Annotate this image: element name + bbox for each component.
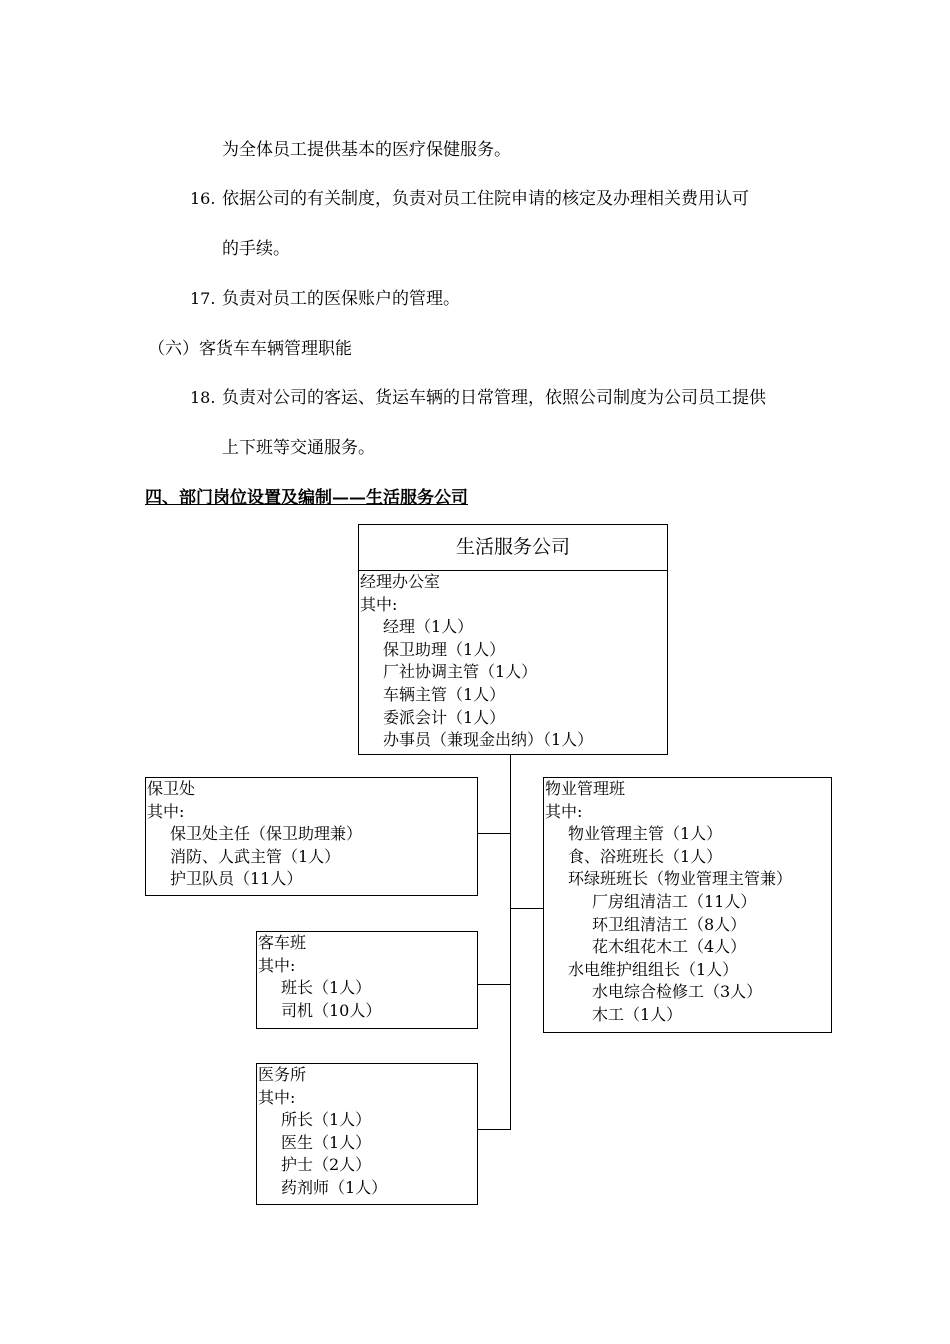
among-label: 其中: (147, 801, 185, 821)
item-number: 17. (190, 289, 216, 308)
unit-name: 医务所 (258, 1065, 307, 1084)
connector-bus (477, 984, 510, 985)
paragraph-text: 为全体员工提供基本的医疗保健服务。 (222, 140, 511, 160)
member: 车辆主管（1人） (383, 684, 506, 704)
among-label: 其中: (360, 594, 398, 614)
unit-name: 客车班 (258, 933, 307, 952)
org-box-top (358, 524, 668, 755)
unit-name: 物业管理班 (545, 779, 626, 798)
item-number: 18. (190, 388, 216, 407)
member: 保卫助理（1人） (383, 639, 506, 659)
member: 环卫组清洁工（8人） (592, 914, 747, 934)
unit-name: 保卫处 (147, 779, 196, 798)
item-number: 16. (190, 189, 216, 208)
member: 水电维护组组长（1人） (568, 959, 739, 979)
among-label: 其中: (258, 955, 296, 975)
member: 保卫处主任（保卫助理兼） (170, 824, 363, 844)
org-box-bus (256, 931, 478, 1029)
org-box-clinic (256, 1063, 478, 1205)
office-name: 经理办公室 (360, 572, 441, 591)
section-title: （六）客货车车辆管理职能 (148, 339, 352, 359)
org-box-security (145, 777, 478, 896)
member: 办事员（兼现金出纳）（1人） (383, 730, 594, 750)
member: 药剂师（1人） (281, 1177, 388, 1197)
member: 经理（1人） (383, 617, 474, 637)
org-box-property (543, 777, 832, 1033)
member: 护士（2人） (281, 1155, 372, 1175)
member: 班长（1人） (281, 978, 372, 998)
among-label: 其中: (258, 1087, 296, 1107)
member: 消防、人武主管（1人） (170, 846, 341, 866)
paragraph-text: 上下班等交通服务。 (222, 438, 375, 458)
member: 医生（1人） (281, 1132, 372, 1152)
paragraph-text: 的手续。 (222, 239, 290, 259)
member: 物业管理主管（1人） (568, 824, 723, 844)
connector-property (510, 908, 543, 909)
paragraph-text: 依据公司的有关制度，负责对员工住院申请的核定及办理相关费用认可 (222, 189, 749, 209)
member: 环绿班班长（物业管理主管兼） (568, 869, 793, 889)
member: 木工（1人） (592, 1004, 683, 1024)
connector-clinic (477, 1129, 511, 1130)
paragraph-text: 负责对公司的客运、货运车辆的日常管理，依照公司制度为公司员工提供 (222, 388, 766, 408)
member: 厂房组清洁工（11人） (592, 891, 757, 911)
paragraph-text: 负责对员工的医保账户的管理。 (222, 289, 460, 309)
member: 所长（1人） (281, 1110, 372, 1130)
member: 司机（10人） (281, 1000, 382, 1020)
connector-trunk (510, 754, 511, 1130)
page-heading: 四、部门岗位设置及编制——生活服务公司 (145, 488, 468, 508)
among-label: 其中: (545, 801, 583, 821)
member: 花木组花木工（4人） (592, 937, 747, 957)
member: 食、浴班班长（1人） (568, 846, 723, 866)
member: 护卫队员（11人） (170, 869, 303, 889)
org-title: 生活服务公司 (359, 525, 667, 571)
member: 委派会计（1人） (383, 707, 506, 727)
connector-security (477, 833, 510, 834)
member: 厂社协调主管（1人） (383, 662, 538, 682)
member: 水电综合检修工（3人） (592, 982, 763, 1002)
